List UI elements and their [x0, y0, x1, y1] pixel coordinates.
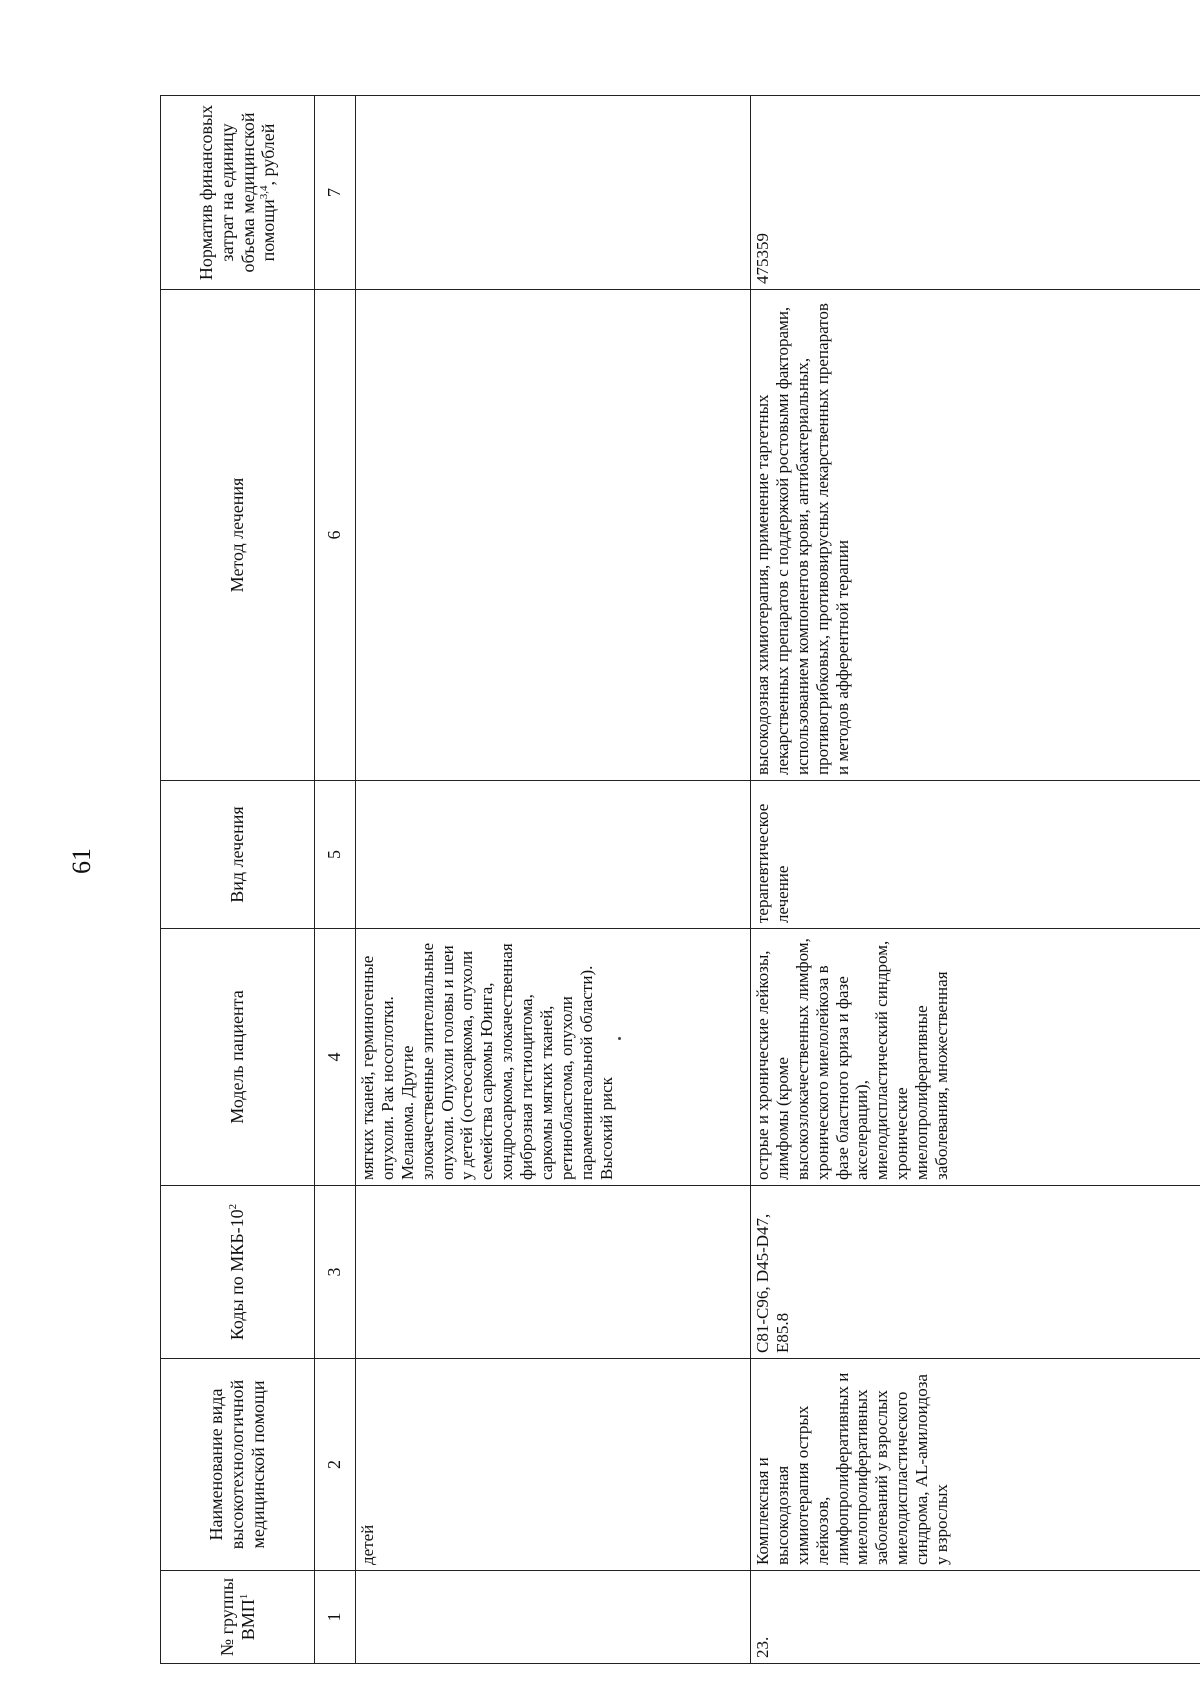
cell-treatment-type: терапевтическое лечение	[751, 781, 1200, 929]
col-number: 6	[315, 290, 356, 781]
table-header-row	[161, 96, 315, 1664]
col-number: 4	[315, 929, 356, 1186]
header-treatment-method: Метод лечения	[161, 290, 315, 781]
col-number: 7	[315, 96, 356, 290]
col-number: 2	[315, 1359, 356, 1571]
cell-vmp-name: Комплексная и высокодозная химиотерапия острых лейкозов, лимфопролиферативных и миелопролиферативных заболеваний у взрослых миелодиспластического синдрома, AL-амилоидоза у взрослых	[751, 1359, 1200, 1571]
cell-patient-model: острые и хронические лейкозы, лимфомы (кроме высокозлокачественных лимфом, хронического миелолейкоза в фазе бластного криза и фазе акселерации), миелодиспластический синдром, хронические миелопролиферативные заболевания, множественная	[751, 929, 1200, 1186]
cell-group-no	[356, 1571, 751, 1664]
header-cost-norm: Норматив финансовых затрат на единицу объема медицинской помощи$^{3,4}$, рублей	[161, 96, 315, 290]
cell-vmp-name: детей	[356, 1359, 751, 1571]
header-icd-codes: Коды по МКБ-$10^2$	[161, 1186, 315, 1359]
col-number: 1	[315, 1571, 356, 1664]
cell-treatment-method: высокодозная химиотерапия, применение таргетных лекарственных препаратов с поддержкой ростовыми факторами, использованием компонентов крови, антибактериальных, противогрибковых, противовирусных лекарственных препаратов и методов афферентной терапии	[751, 290, 1200, 781]
header-group-no: № группы ВМП$^1$	[161, 1571, 315, 1664]
cell-cost: 475359	[751, 96, 1200, 290]
cell-treatment-type	[356, 781, 751, 929]
col-number: 5	[315, 781, 356, 929]
cell-cost	[356, 96, 751, 290]
cell-icd-codes: C81-C96, D45-D47, E85.8	[751, 1186, 1200, 1359]
page-number: 61	[67, 848, 96, 874]
cell-treatment-method	[356, 290, 751, 781]
header-treatment-type: Вид лечения	[161, 781, 315, 929]
cell-group-no: 23.	[751, 1571, 1200, 1664]
cell-icd-codes	[356, 1186, 751, 1359]
header-patient-model: Модель пациента	[161, 929, 315, 1186]
table-row	[751, 96, 1200, 1664]
cell-patient-model: мягких тканей, герминогенные опухоли. Рак носоглотки. Меланома. Другие злокачественные эпителиальные опухоли. Опухоли головы и шеи у детей (остеосаркома, опухоли семейства саркомы Юинга, хондросаркома, злокачественная фиброзная гистиоцитома, саркомы мягких тканей, ретинобластома, опухоли параменингеальной области). Высокий риск	[356, 929, 751, 1186]
scan-speck	[618, 1037, 621, 1040]
table-row	[356, 96, 751, 1664]
column-numbers-row	[315, 96, 356, 1664]
header-vmp-name: Наименование вида высокотехнологичной медицинской помощи	[161, 1359, 315, 1571]
vmp-table	[160, 95, 1200, 1664]
col-number: 3	[315, 1186, 356, 1359]
rotated-table-wrapper	[160, 96, 1200, 1664]
